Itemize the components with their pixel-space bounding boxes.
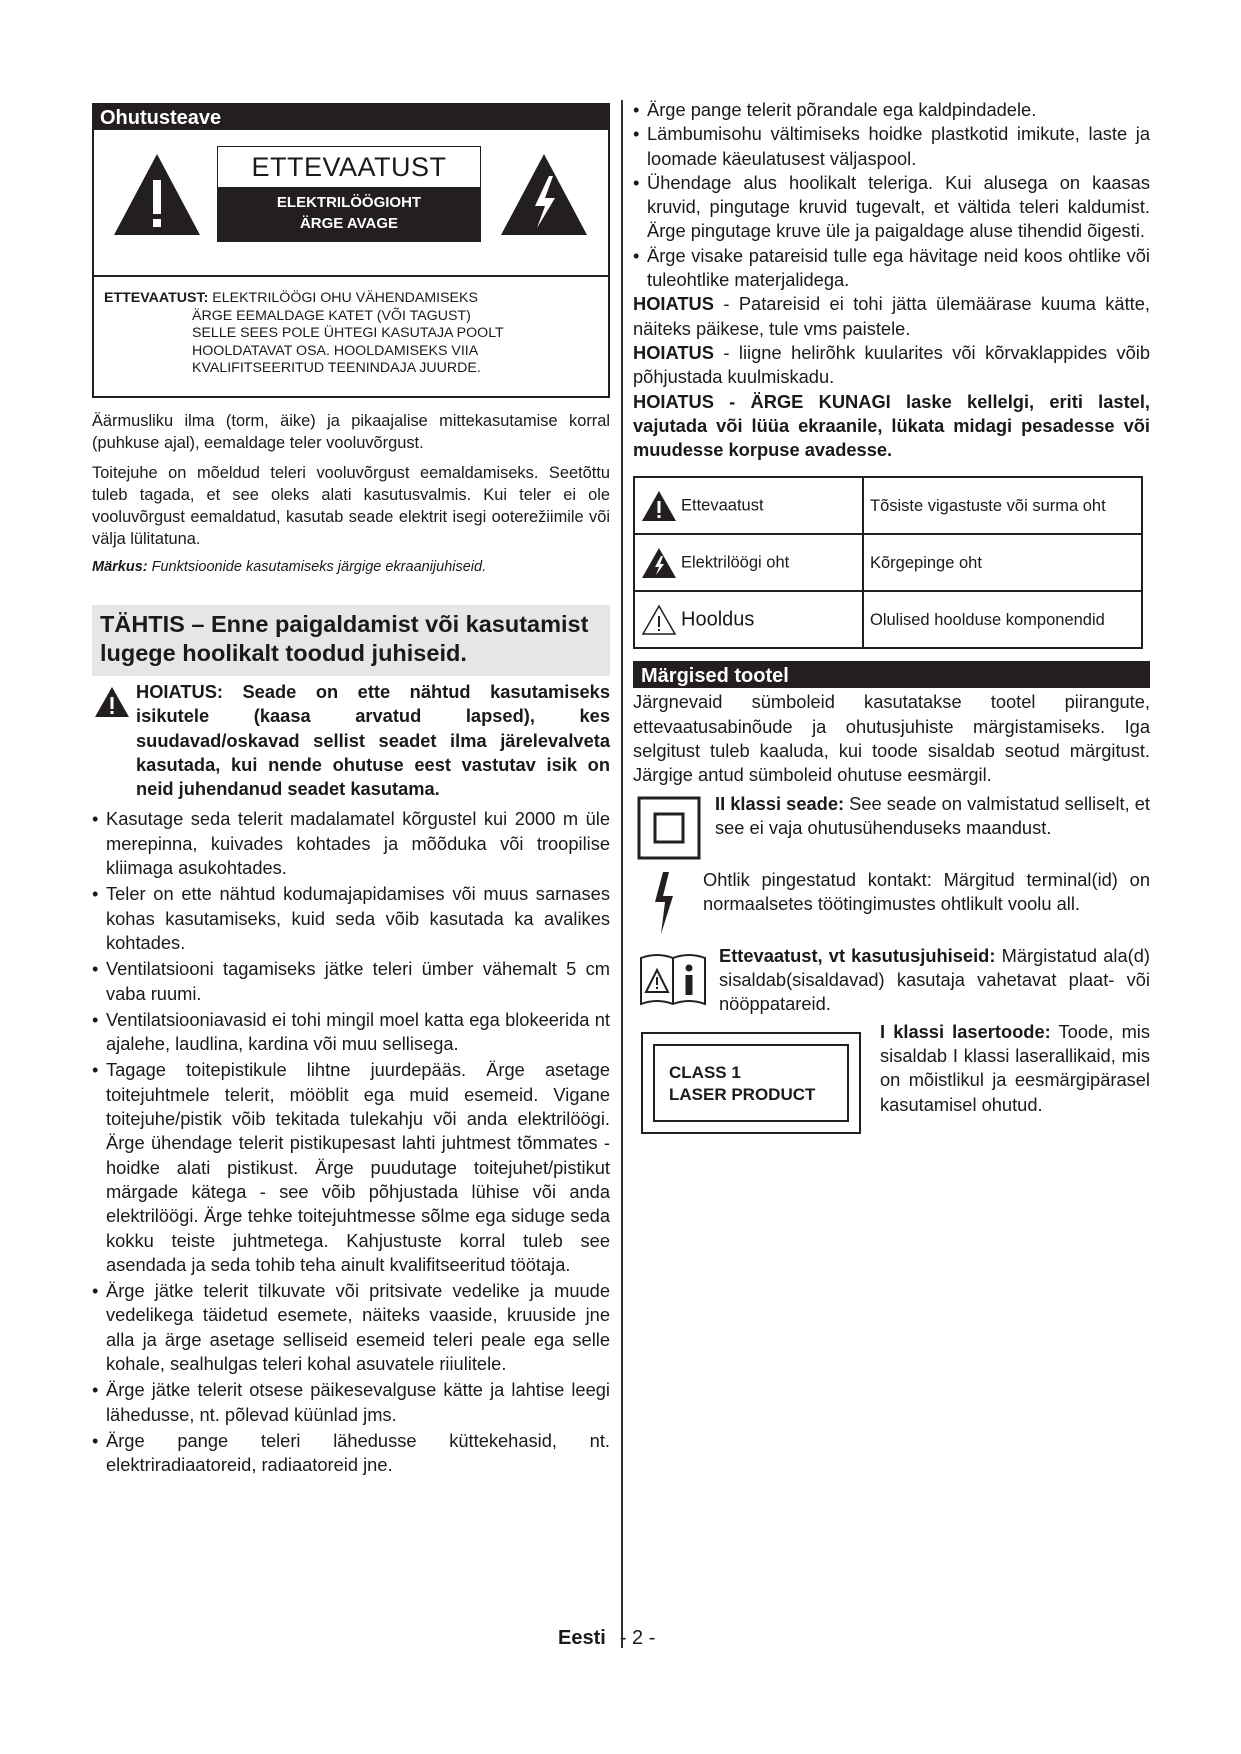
child-warning: HOIATUS: Seade on ette nähtud kasutamiseks isikutele (kaasa arvatud lapsed), kes suudavad/oskavad sellist seadet ilma järelevalveta kasutada, kui nende ohutuse eest vastutav isik on neid juhendanud seadet kasutama. xyxy=(92,680,610,801)
live-terminal-row: Ohtlik pingestatud kontakt: Märgitud terminal(id) on normaalsetes töötingimustes ohtlikult voolu all. xyxy=(633,868,1150,942)
class2-row: II klassi seade: See seade on valmistatud selliselt, et see ei vaja ohutusühenduseks maandust. xyxy=(633,792,1150,866)
caution-box xyxy=(92,130,610,398)
page-footer xyxy=(558,1627,655,1650)
power-cord-paragraph: Toitejuhe on mõeldud teleri vooluvõrgust eemaldamiseks. Seetõttu tuleb tagada, et see oleks alati kasutusvalmis. Kui teler ei ole vooluvõrgust eemaldatud, kasutab seade elektrit isegi ooterežiimile või välja lülitatuna. xyxy=(92,464,610,548)
storm-paragraph: Äärmusliku ilma (torm, äike) ja pikaajalise mittekasutamise korral (puhkuse ajal), eemaldage teler vooluvõrgust. xyxy=(92,412,610,452)
lightning-icon xyxy=(651,872,677,934)
right-column xyxy=(633,98,1150,1140)
caution-header: ETTEVAATUST xyxy=(251,152,447,182)
table-row: Ettevaatust Tõsiste vigastuste või surma oht xyxy=(634,477,1142,534)
list-item: • Tagage toitepistikule lihtne juurdepääs. Ärge asetage toitejuhtmele telerit, mööblit ega muid esemeid. Vigane toitejuhe/pistik võib tekitada tulekahju või anda elektrilöögi. Ärge ühendage telerit pistikupesast lahti juhtmest tõmmates - hoidke alati pistikust. Ärge puudutage toitejuhet/pistikut märgade kätega - see võib põhjustada lühise või anda elektrilöögi. Ärge tehke toitejuhtmesse sõlme ega siduge seda kokku teiste juhtmetega. Kahjustuste korral tuleb see asendada ja seda tohib teha ainult kvalifitseeritud töötaja. xyxy=(92,1058,610,1277)
list-item: • Ühendage alus hoolikalt teleriga. Kui alusega on kaasas kruvid, pingutage kruvid tugevalt, et vältida teleri kaldumist. Ärge pingutage kruve üle ja paigaldage aluse tihendid õigesti. xyxy=(633,171,1150,244)
warning-triangle-icon xyxy=(112,152,202,237)
list-item: • Ärge pange telerit põrandale ega kaldpindadele. xyxy=(633,98,1150,122)
symbol-table xyxy=(633,476,1143,649)
note: Märkus: Funktsioonide kasutamiseks järgige ekraanijuhiseid. xyxy=(92,559,487,575)
laser-label: CLASS 1 LASER PRODUCT xyxy=(653,1044,849,1122)
list-item: • Ärge pange teleri lähedusse küttekehasid, nt. elektriradiaatoreid, radiaatoreid jne. xyxy=(92,1429,610,1478)
important-heading: TÄHTIS – Enne paigaldamist või kasutamist lugege hoolikalt toodud juhiseid. xyxy=(92,605,610,676)
table-row: Elektrilöögi oht Kõrgepinge oht xyxy=(634,534,1142,591)
double-square-icon xyxy=(637,796,701,860)
footer-language: Eesti xyxy=(558,1627,606,1649)
list-item: • Ärge visake patareisid tulle ega hävitage neid koos ohtlike või tuleohtlike materjalidega. xyxy=(633,244,1150,293)
laser-row: CLASS 1 LASER PRODUCT I klassi lasertoode: Toode, mis sisaldab I klassi laserallikaid, mis on mõistlikul ja eesmärgipärasel kasutamisel ohutud. xyxy=(633,1020,1150,1140)
list-item: • Ärge jätke telerit otsese päikesevalguse kätte ja lahtise leegi lähedusse, nt. põlevad küünlad jms. xyxy=(92,1378,610,1427)
electric-shock-icon xyxy=(499,152,589,237)
right-bullet-list xyxy=(633,98,1150,292)
hearing-warning: HOIATUS - liigne helirõhk kuularites või kõrvaklappides võib põhjustada kuulmiskadu. xyxy=(633,341,1150,388)
list-item: • Lämbumisohu vältimiseks hoidke plastkotid imikute, laste ja loomade käeulatusest väljaspool. xyxy=(633,122,1150,171)
list-item: • Kasutage seda telerit madalamatel kõrgustel kui 2000 m üle merepinna, kuivades kohtades ja mõõduka või troopilise kliimaga asukohtades. xyxy=(92,807,610,880)
manual-row: Ettevaatust, vt kasutusjuhiseid: Märgistatud ala(d) sisaldab(sisaldavad) kasutaja vahetavat plaat- või nööppatareid. xyxy=(633,944,1150,1018)
warning-triangle-icon xyxy=(94,686,130,718)
list-item: • Teler on ette nähtud kodumajapidamises või muus sarnases kohas kasutamiseks, kuid seda võib kasutada ka avalikes kohtades. xyxy=(92,882,610,955)
laser-label-frame xyxy=(641,1032,861,1134)
electric-shock-icon xyxy=(641,547,677,579)
markings-intro: Järgnevaid sümboleid kasutatakse tootel piirangute, ettevaatusabinõude ja ohutusjuhiste märgistamiseks. Iga selgitust tuleb kaaluda, kui toode sisaldab seotud märgitust. Järgige antud sümboleid ohutuse eesmärgil. xyxy=(633,691,1150,786)
caution-text: ETTEVAATUST: ELEKTRILÖÖGI OHU VÄHENDAMISEKS ÄRGE EEMALDAGE KATET (VÕI TAGUST) SELLE SEES POLE ÜHTEGI KASUTAJA POOLT HOOLDATAVAT OSA. HOOLDAMISEKS VIIA KVALIFITSEERITUD TEENINDAJA JUURDE. xyxy=(104,290,504,376)
left-column xyxy=(92,103,610,1480)
table-row: Hooldus Olulised hoolduse komponendid xyxy=(634,591,1142,648)
column-divider xyxy=(621,100,623,1648)
maintenance-icon xyxy=(641,604,677,636)
page-number: - 2 - xyxy=(619,1627,656,1649)
read-manual-icon xyxy=(637,948,709,1010)
battery-warning: HOIATUS - Patareisid ei tohi jätta ülemäärase kuuma kätte, näiteks päikese, tule vms paistele. xyxy=(633,293,1150,339)
shock-hazard-label: ELEKTRILÖÖGIOHT xyxy=(276,194,422,211)
list-item: • Ärge jätke telerit tilkuvate või pritsivate vedelike ja muude vedelikega täidetud esemete, näiteks vaaside, kruuside jne alla ja ärge asetage selliseid esemeid teleri peale ega selle kohale, sealhulgas teleri kohal asuvatele riiulitele. xyxy=(92,1279,610,1376)
section-title-safety: Ohutusteave xyxy=(92,103,610,130)
list-item: • Ventilatsiooniavasid ei tohi mingil moel katta ega blokeerida nt ajalehe, laudlina, kardina või muu sellisega. xyxy=(92,1008,610,1057)
warning-triangle-icon xyxy=(641,490,677,522)
section-title-markings: Märgised tootel xyxy=(633,661,1150,688)
list-item: • Ventilatsiooni tagamiseks jätke teleri ümber vähemalt 5 cm vaba ruumi. xyxy=(92,957,610,1006)
left-bullet-list xyxy=(92,807,610,1477)
do-not-open-label: ÄRGE AVAGE xyxy=(299,215,399,232)
caution-label-box xyxy=(217,146,481,242)
screen-warning: HOIATUS - ÄRGE KUNAGI laske kellelgi, eriti lastel, vajutada või lüüa ekraanile, lükata midagi pesadesse või muudesse korpuse avadesse. xyxy=(633,390,1150,461)
